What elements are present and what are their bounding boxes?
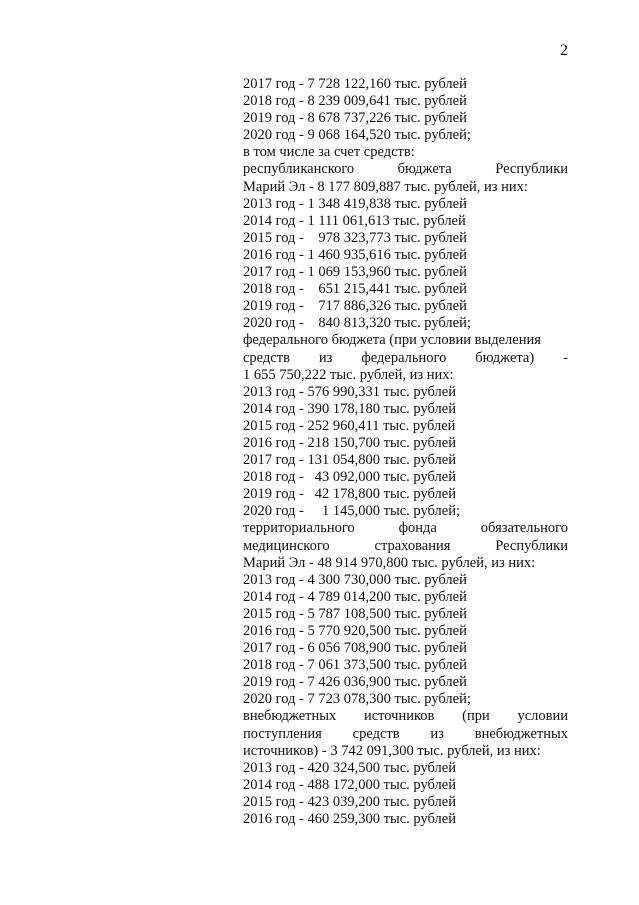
text-line: 2017 год - 7 728 122,160 тыс. рублей	[243, 76, 467, 92]
text-line: 2020 год - 1 145,000 тыс. рублей;	[243, 503, 460, 520]
text-line: Марий Эл - 48 914 970,800 тыс. рублей, из них:	[243, 554, 536, 571]
text-line: 2015 год - 5 787 108,500 тыс. рублей	[243, 605, 467, 622]
text-line: 2015 год - 978 323,773 тыс. рублей	[243, 229, 467, 246]
text-line: средств из федерального бюджета) -	[243, 349, 568, 366]
text-line: 2018 год - 43 092,000 тыс. рублей	[243, 469, 456, 486]
text-line: 2013 год - 420 324,500 тыс. рублей	[243, 759, 456, 776]
document-body	[243, 76, 568, 828]
text-line: 2016 год - 5 770 920,500 тыс. рублей	[243, 623, 467, 639]
text-line: 2014 год - 488 172,000 тыс. рублей	[243, 776, 456, 793]
text-line: 2018 год - 8 239 009,641 тыс. рублей	[243, 93, 467, 110]
text-line: 2020 год - 840 813,320 тыс. рублей;	[243, 315, 471, 332]
text-line: медицинского страхования Республики	[243, 537, 568, 554]
text-line: источников) - 3 742 091,300 тыс. рублей, из них:	[243, 742, 541, 759]
text-line: внебюджетных источников (при условии	[243, 708, 568, 725]
page-number: 2	[560, 42, 568, 59]
text-line: 2016 год - 1 460 935,616 тыс. рублей	[243, 246, 467, 263]
text-line: в том числе за счет средств:	[243, 144, 415, 161]
text-line: 2017 год - 6 056 708,900 тыс. рублей	[243, 640, 467, 657]
text-line: 2019 год - 717 886,326 тыс. рублей	[243, 298, 467, 315]
text-line: территориального фонда обязательного	[243, 520, 568, 537]
text-line: 2020 год - 9 068 164,520 тыс. рублей;	[243, 127, 471, 144]
text-line: 2013 год - 1 348 419,838 тыс. рублей	[243, 195, 467, 212]
text-line: 1 655 750,222 тыс. рублей, из них:	[243, 366, 454, 383]
text-line: республиканского бюджета Республики	[243, 161, 568, 178]
text-line: 2017 год - 1 069 153,960 тыс. рублей	[243, 264, 467, 281]
text-line: 2019 год - 42 178,800 тыс. рублей	[243, 486, 456, 503]
text-line: 2014 год - 390 178,180 тыс. рублей	[243, 400, 456, 417]
text-line: 2017 год - 131 054,800 тыс. рублей	[243, 452, 456, 469]
text-line: 2018 год - 651 215,441 тыс. рублей	[243, 281, 467, 298]
text-line: 2013 год - 4 300 730,000 тыс. рублей	[243, 571, 467, 588]
text-line: 2018 год - 7 061 373,500 тыс. рублей	[243, 657, 467, 674]
text-line: 2019 год - 8 678 737,226 тыс. рублей	[243, 110, 467, 127]
text-line: поступления средств из внебюджетных	[243, 725, 568, 742]
text-line: 2020 год - 7 723 078,300 тыс. рублей;	[243, 691, 471, 708]
text-line: 2014 год - 4 789 014,200 тыс. рублей	[243, 588, 467, 605]
text-line: 2014 год - 1 111 061,613 тыс. рублей	[243, 212, 466, 229]
text-line: Марий Эл - 8 177 809,887 тыс. рублей, из них:	[243, 178, 528, 195]
text-line: федерального бюджета (при условии выделения	[243, 332, 541, 349]
text-line: 2015 год - 252 960,411 тыс. рублей	[243, 417, 456, 434]
text-line: 2015 год - 423 039,200 тыс. рублей	[243, 793, 456, 810]
text-line: 2013 год - 576 990,331 тыс. рублей	[243, 383, 456, 400]
text-line: 2019 год - 7 426 036,900 тыс. рублей	[243, 674, 467, 691]
text-line: 2016 год - 460 259,300 тыс. рублей	[243, 811, 456, 828]
text-line: 2016 год - 218 150,700 тыс. рублей	[243, 434, 456, 451]
